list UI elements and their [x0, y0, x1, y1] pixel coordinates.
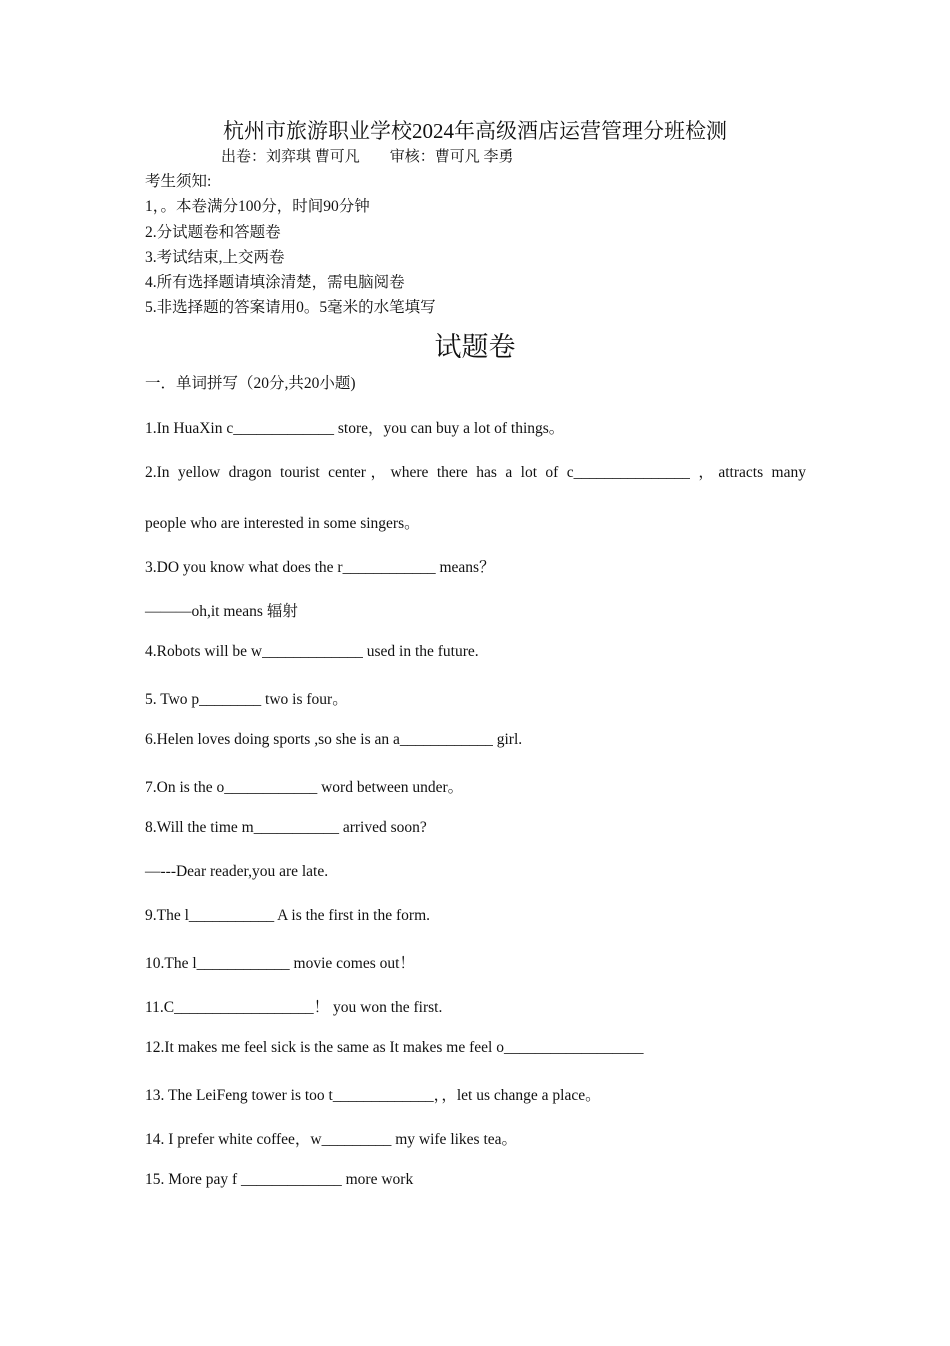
- question-8-answer: —---Dear reader,you are late.: [145, 863, 329, 880]
- exam-title: 杭州市旅游职业学校2024年高级酒店运营管理分班检测: [223, 119, 727, 143]
- question-7: 7.On is the o____________ word between under。: [145, 779, 464, 796]
- question-14: 14. I prefer white coffee，w_________ my wife likes tea。: [145, 1131, 518, 1148]
- question-13: 13. The LeiFeng tower is too t_____________，，let us change a place。: [145, 1087, 601, 1104]
- notice-item: 2.分试题卷和答题卷: [145, 223, 281, 241]
- question-15: 15. More pay f _____________ more work: [145, 1171, 414, 1188]
- question-1: 1.In HuaXin c_____________ store，you can buy a lot of things。: [145, 420, 565, 437]
- question-5: 5. Two p________ two is four。: [145, 691, 348, 708]
- author-names: 出卷：刘弈琪 曹可凡: [221, 149, 360, 165]
- candidate-notice: [145, 169, 436, 321]
- notice-item: 1，。本卷满分100分，时间90分钟: [145, 198, 370, 216]
- question-4: 4.Robots will be w_____________ used in the future.: [145, 643, 479, 660]
- question-10: 10.The l____________ movie comes out！: [145, 955, 415, 972]
- section-heading: 一．单词拼写（20分,共20小题): [145, 375, 356, 392]
- question-12: 12.It makes me feel sick is the same as It makes me feel o__________________: [145, 1039, 644, 1056]
- question-8: 8.Will the time m___________ arrived soon?: [145, 819, 427, 836]
- question-6: 6.Helen loves doing sports ,so she is an a____________ girl.: [145, 731, 523, 748]
- author-line: [221, 145, 514, 166]
- notice-item: 4.所有选择题请填涂清楚，需电脑阅卷: [145, 274, 405, 292]
- question-3-answer: ———oh,it means 辐射: [145, 603, 298, 620]
- notice-item: 5.非选择题的答案请用0。5毫米的水笔填写: [145, 299, 436, 317]
- notice-heading: 考生须知:: [145, 173, 212, 190]
- paper-title: 试题卷: [434, 332, 516, 362]
- notice-item: 3.考试结束,上交两卷: [145, 248, 285, 266]
- question-9: 9.The l___________ A is the first in the form.: [145, 907, 431, 924]
- question-2-continuation: people who are interested in some singers。: [145, 515, 420, 532]
- reviewer-names: 审核：曹可凡 李勇: [389, 149, 514, 165]
- question-2: 2.In yellow dragon tourist center，where there has a lot of c_______________ ，attracts many: [145, 464, 806, 481]
- question-3: 3.DO you know what does the r____________ means？: [145, 559, 495, 576]
- question-11: 11.C__________________！ you won the first.: [145, 999, 443, 1016]
